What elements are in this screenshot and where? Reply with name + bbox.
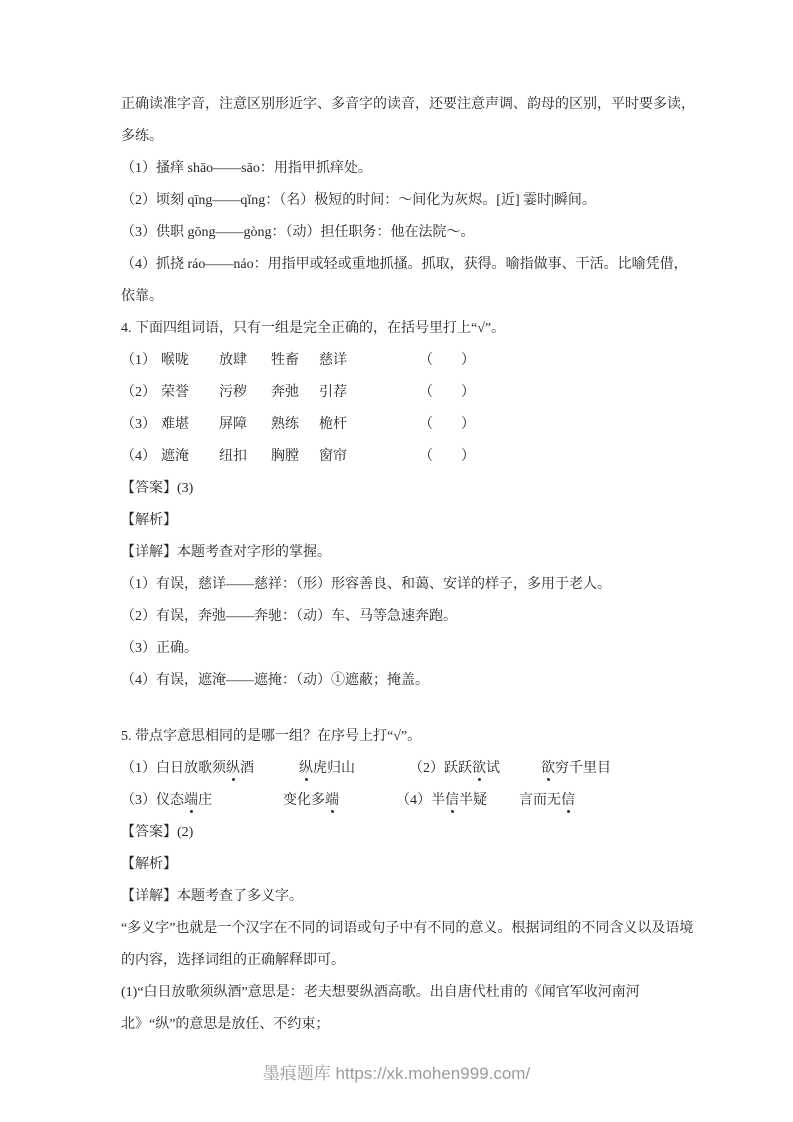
document-body bbox=[121, 89, 695, 1041]
emphasized-char: 端 bbox=[325, 785, 339, 817]
word-group-row-4 bbox=[121, 441, 695, 473]
q4-analysis-label: 【解析】 bbox=[121, 513, 177, 528]
answer-value: (3) bbox=[177, 481, 194, 496]
row-number: （3） bbox=[121, 417, 156, 432]
emphasized-char: 纵 bbox=[226, 753, 240, 785]
word: 屏障 bbox=[219, 417, 247, 432]
option-number: （1） bbox=[121, 761, 156, 776]
q4-detail-item-2: （2）有误，奔弛——奔驰：（动）车、马等急速奔跑。 bbox=[121, 609, 457, 624]
question-5-title: 5. 带点字意思相同的是哪一组？在序号上打“√”。 bbox=[121, 729, 422, 744]
q4-detail-line bbox=[121, 537, 695, 569]
row-number: （2） bbox=[121, 385, 156, 400]
phrase-cell: 言而无信 bbox=[519, 785, 575, 817]
option-number: （3） bbox=[121, 793, 156, 808]
q5-explanation-paragraph-1: “多义字”也就是一个汉字在不同的词语或句子中有不同的意义。根据词组的不同含义以及语境的内容，选择词组的正确解释即可。 bbox=[121, 921, 694, 968]
q4-detail-item-3: （3）正确。 bbox=[121, 641, 198, 656]
word: 喉咙 bbox=[161, 353, 189, 368]
word: 难堪 bbox=[161, 417, 189, 432]
q5-detail-line bbox=[121, 881, 695, 913]
detail-intro: 本题考查了多义字。 bbox=[177, 889, 303, 904]
phrase-cell: 纵虎归山 bbox=[299, 753, 409, 785]
word: 遮淹 bbox=[161, 449, 189, 464]
answer-parentheses: （ ） bbox=[419, 417, 475, 432]
emphasized-char: 信 bbox=[445, 785, 459, 817]
word: 奔弛 bbox=[271, 385, 299, 400]
phrase-row-2 bbox=[121, 785, 695, 817]
emphasized-char: 欲 bbox=[541, 753, 555, 785]
answer-label: 【答案】 bbox=[121, 481, 177, 496]
intro-paragraph: 正确读准字音，注意区别形近字、多音字的读音，还要注意声调、韵母的区别，平时要多读，多练。 bbox=[121, 97, 695, 144]
watermark-footer bbox=[0, 1061, 793, 1087]
question-5-section bbox=[121, 721, 695, 1041]
phrase-cell: （2）跃跃欲试 bbox=[409, 753, 541, 785]
phrase-cell: 欲穷千里目 bbox=[541, 753, 611, 785]
option-number: （4） bbox=[396, 793, 431, 808]
q4-detail-item-4: （4）有误，遮淹——遮掩：（动）①遮蔽；掩盖。 bbox=[121, 673, 429, 688]
emphasized-char: 信 bbox=[561, 785, 575, 817]
pinyin-correction-item-1: （1）搔痒 shāo——sāo：用指甲抓痒处。 bbox=[121, 161, 372, 176]
word: 桅杆 bbox=[319, 417, 347, 432]
question-4-section bbox=[121, 313, 695, 697]
watermark-text: 墨痕题库 https://xk.mohen999.com/ bbox=[262, 1064, 531, 1083]
word-group-row-3 bbox=[121, 409, 695, 441]
q5-answer-line bbox=[121, 817, 695, 849]
answer-parentheses: （ ） bbox=[419, 385, 475, 400]
word: 引荐 bbox=[319, 385, 347, 400]
row-number: （1） bbox=[121, 353, 156, 368]
phrase-cell: （1）白日放歌须纵酒 bbox=[121, 753, 299, 785]
q4-detail-item-1: （1）有误，慈详——慈祥：（形）形容善良、和蔼、安详的样子，多用于老人。 bbox=[121, 577, 611, 592]
detail-label: 【详解】 bbox=[121, 545, 177, 560]
answer-value: (2) bbox=[177, 825, 194, 840]
emphasized-char: 纵 bbox=[299, 753, 313, 785]
option-number: （2） bbox=[409, 761, 444, 776]
word: 荣誉 bbox=[161, 385, 189, 400]
q5-analysis-label: 【解析】 bbox=[121, 857, 177, 872]
question-4-title: 4. 下面四组词语，只有一组是完全正确的，在括号里打上“√”。 bbox=[121, 321, 506, 336]
q5-explanation-paragraph-2: (1)“白日放歌须纵酒”意思是：老夫想要纵酒高歌。出自唐代杜甫的《闻官军收河南河北》“纵”的意思是放任、不约束； bbox=[121, 985, 640, 1032]
answer-label: 【答案】 bbox=[121, 825, 177, 840]
word: 胸膛 bbox=[271, 449, 299, 464]
pinyin-correction-item-4: （4）抓挠 ráo——náo：用指甲或轻或重地抓搔。抓取，获得。喻指做事、干活。比喻凭借，依靠。 bbox=[121, 257, 688, 304]
word-group-row-1 bbox=[121, 345, 695, 377]
pinyin-correction-item-3: （3）供职 gōng——gòng：（动）担任职务：他在法院～。 bbox=[121, 225, 475, 240]
word-group-row-2 bbox=[121, 377, 695, 409]
phrase-cell: （4）半信半疑 bbox=[396, 785, 519, 817]
row-number: （4） bbox=[121, 449, 156, 464]
word: 放肆 bbox=[219, 353, 247, 368]
word: 牲畜 bbox=[271, 353, 299, 368]
detail-intro: 本题考查对字形的掌握。 bbox=[177, 545, 331, 560]
word: 慈详 bbox=[319, 353, 347, 368]
emphasized-char: 端 bbox=[184, 785, 198, 817]
answer-parentheses: （ ） bbox=[419, 449, 475, 464]
phrase-cell: 变化多端 bbox=[283, 785, 396, 817]
detail-label: 【详解】 bbox=[121, 889, 177, 904]
phrase-cell: （3）仪态端庄 bbox=[121, 785, 283, 817]
word: 纽扣 bbox=[219, 449, 247, 464]
word: 熟练 bbox=[271, 417, 299, 432]
pinyin-correction-item-2: （2）顷刻 qīng——qǐng：（名）极短的时间：～间化为灰烬。[近] 霎时|瞬间。 bbox=[121, 193, 596, 208]
word: 污秽 bbox=[219, 385, 247, 400]
answer-parentheses: （ ） bbox=[419, 353, 475, 368]
q4-answer-line bbox=[121, 473, 695, 505]
emphasized-char: 欲 bbox=[472, 753, 486, 785]
phrase-row-1 bbox=[121, 753, 695, 785]
word: 窗帘 bbox=[319, 449, 347, 464]
